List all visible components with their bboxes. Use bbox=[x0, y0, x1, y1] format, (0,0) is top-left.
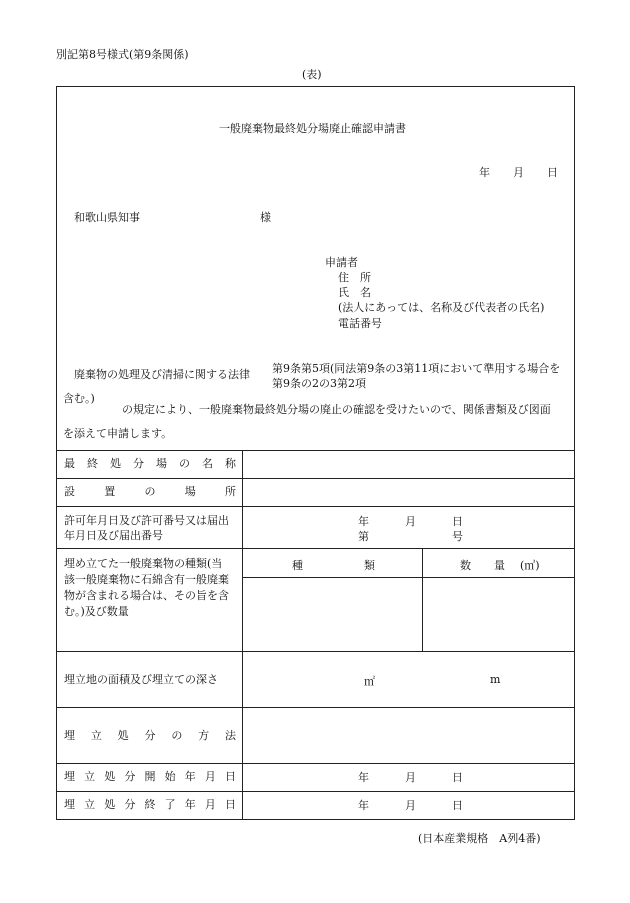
char: 称 bbox=[225, 457, 236, 470]
char: 処 bbox=[104, 770, 116, 783]
permit-day: 日 bbox=[452, 515, 463, 528]
form-frame bbox=[56, 86, 575, 820]
row-location bbox=[64, 484, 236, 500]
body-includes: 含む。) bbox=[63, 392, 95, 405]
addressee: 和歌山県知事 bbox=[74, 211, 140, 224]
char: 立 bbox=[84, 770, 96, 783]
qty-header-1: 数 bbox=[460, 559, 471, 572]
end-month: 月 bbox=[405, 799, 416, 812]
char: 立 bbox=[84, 798, 96, 811]
char: 分 bbox=[124, 770, 136, 783]
row-area-label: 埋立地の面積及び埋立ての深さ bbox=[64, 673, 218, 686]
char: 分 bbox=[133, 457, 144, 470]
char: 年 bbox=[184, 798, 196, 811]
char: の bbox=[171, 729, 183, 742]
table-line-8 bbox=[56, 791, 575, 792]
end-day: 日 bbox=[452, 799, 463, 812]
char: 法 bbox=[224, 729, 236, 742]
char: 場 bbox=[184, 485, 196, 498]
body-law-prefix: 廃棄物の処理及び清掃に関する法律 bbox=[74, 368, 250, 381]
kind-header-2: 類 bbox=[364, 559, 375, 572]
body-clause-b: 第9条の2の3第2項 bbox=[272, 377, 366, 390]
start-day: 日 bbox=[452, 771, 463, 784]
char: 開 bbox=[144, 770, 156, 783]
row-method bbox=[64, 728, 236, 744]
row-waste-label-1: 埋め立てた一般廃棄物の種類(当 bbox=[64, 557, 223, 570]
table-line-3 bbox=[56, 506, 575, 507]
table-waste-divider bbox=[422, 548, 423, 651]
char: 日 bbox=[225, 798, 236, 811]
table-col-divider bbox=[242, 450, 243, 820]
char: 処 bbox=[117, 729, 129, 742]
row-waste-label-3: 物が含まれる場合は、その旨を含 bbox=[64, 589, 229, 602]
char: 年 bbox=[184, 770, 196, 783]
date-day: 日 bbox=[547, 166, 558, 179]
table-line-5 bbox=[56, 651, 575, 652]
char: 方 bbox=[198, 729, 210, 742]
char: 処 bbox=[104, 798, 116, 811]
row-end-date bbox=[64, 797, 236, 813]
char: の bbox=[144, 485, 156, 498]
form-reference: 別記第8号様式(第9条関係) bbox=[56, 48, 189, 61]
char: 名 bbox=[202, 457, 213, 470]
applicant-address: 住 所 bbox=[338, 271, 371, 284]
kind-header-1: 種 bbox=[292, 559, 303, 572]
body-clause-a: 第9条第5項(同法第9条の3第11項において準用する場合を bbox=[272, 362, 561, 375]
char: 所 bbox=[225, 485, 236, 498]
qty-header-unit: (㎥) bbox=[520, 559, 540, 572]
permit-no-prefix: 第 bbox=[358, 530, 369, 543]
applicant-heading: 申請者 bbox=[325, 256, 358, 269]
char: 日 bbox=[225, 770, 236, 783]
char: 処 bbox=[110, 457, 121, 470]
char: 置 bbox=[104, 485, 116, 498]
applicant-name: 氏 名 bbox=[338, 286, 371, 299]
body-tail-2: を添えて申請します。 bbox=[63, 427, 173, 440]
char: 分 bbox=[144, 729, 156, 742]
footer-standard: (日本産業規格 A列4番) bbox=[418, 832, 541, 845]
row-start-date bbox=[64, 769, 236, 785]
date-month: 月 bbox=[513, 166, 524, 179]
char: 場 bbox=[156, 457, 167, 470]
table-line-4 bbox=[56, 548, 575, 549]
permit-year: 年 bbox=[358, 515, 369, 528]
table-line-6 bbox=[56, 707, 575, 708]
start-year: 年 bbox=[358, 771, 369, 784]
char: 月 bbox=[204, 770, 216, 783]
qty-header-2: 量 bbox=[494, 559, 505, 572]
char: 終 bbox=[144, 798, 156, 811]
table-line-top bbox=[56, 450, 575, 451]
row-facility-name bbox=[64, 456, 236, 472]
table-line-7 bbox=[56, 763, 575, 764]
end-year: 年 bbox=[358, 799, 369, 812]
char: 最 bbox=[64, 457, 75, 470]
row-waste-label-4: む。)及び数量 bbox=[64, 605, 129, 618]
char: 終 bbox=[87, 457, 98, 470]
char: 立 bbox=[90, 729, 102, 742]
char: 設 bbox=[64, 485, 75, 498]
char: 埋 bbox=[64, 798, 75, 811]
row-permit-label-1: 許可年月日及び許可番号又は届出 bbox=[64, 514, 229, 527]
char: の bbox=[179, 457, 190, 470]
applicant-corporate-note: (法人にあっては、名称及び代表者の氏名) bbox=[338, 301, 545, 314]
depth-unit: m bbox=[490, 673, 501, 686]
char: 埋 bbox=[64, 729, 75, 742]
permit-no-suffix: 号 bbox=[452, 530, 463, 543]
permit-month: 月 bbox=[405, 515, 416, 528]
start-month: 月 bbox=[405, 771, 416, 784]
body-tail-1: の規定により、一般廃棄物最終処分場の廃止の確認を受けたいので、関係書類及び図面 bbox=[122, 403, 551, 416]
date-year: 年 bbox=[479, 166, 490, 179]
row-permit-label-2: 年月日及び届出番号 bbox=[64, 529, 163, 542]
char: 埋 bbox=[64, 770, 75, 783]
char: 月 bbox=[204, 798, 216, 811]
row-waste-label-2: 該一般廃棄物に石綿含有一般廃棄 bbox=[64, 573, 229, 586]
char: 分 bbox=[124, 798, 136, 811]
honorific: 様 bbox=[260, 211, 271, 224]
table-line-2 bbox=[56, 478, 575, 479]
area-unit: ㎡ bbox=[364, 675, 375, 688]
form-title: 一般廃棄物最終処分場廃止確認申請書 bbox=[219, 122, 406, 135]
applicant-phone: 電話番号 bbox=[338, 317, 382, 330]
char: 了 bbox=[164, 798, 176, 811]
char: 始 bbox=[164, 770, 176, 783]
table-line-waste-sub bbox=[242, 577, 575, 578]
side-label: (表) bbox=[302, 68, 322, 81]
